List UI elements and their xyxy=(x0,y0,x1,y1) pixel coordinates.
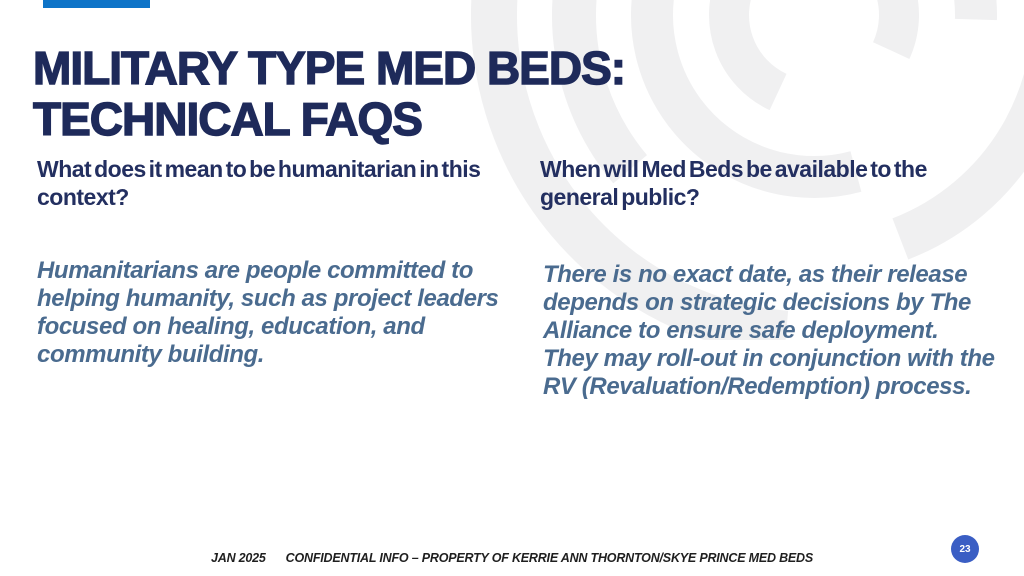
footer xyxy=(0,551,1024,565)
slide-title-line2: TECHNICAL FAQS xyxy=(33,92,422,145)
faq-answer-availability: There is no exact date, as their release depends on strategic decisions by The Alliance to ensure safe deployment. They may roll-out in conjunction with the RV (Revaluation/Redemption) process. xyxy=(543,261,1001,400)
faq-question-humanitarian: What does it mean to be humanitarian in this context? xyxy=(37,156,481,210)
footer-date: JAN 2025 xyxy=(210,551,266,565)
footer-confidentiality-notice: CONFIDENTIAL INFO – PROPERTY OF KERRIE ANN THORNTON/SKYE PRINCE MED BEDS xyxy=(285,551,813,565)
faq-answer-humanitarian: Humanitarians are people committed to helping humanity, such as project leaders focused on healing, education, and community building. xyxy=(37,257,505,368)
page-number: 23 xyxy=(959,543,971,555)
slide-title-line1: MILITARY TYPE MED BEDS: xyxy=(33,41,626,94)
page-number-badge xyxy=(951,535,979,563)
title-accent-bar xyxy=(43,0,150,8)
faq-question-availability: When will Med Beds be available to the general public? xyxy=(540,156,927,210)
slide-title xyxy=(33,43,793,145)
